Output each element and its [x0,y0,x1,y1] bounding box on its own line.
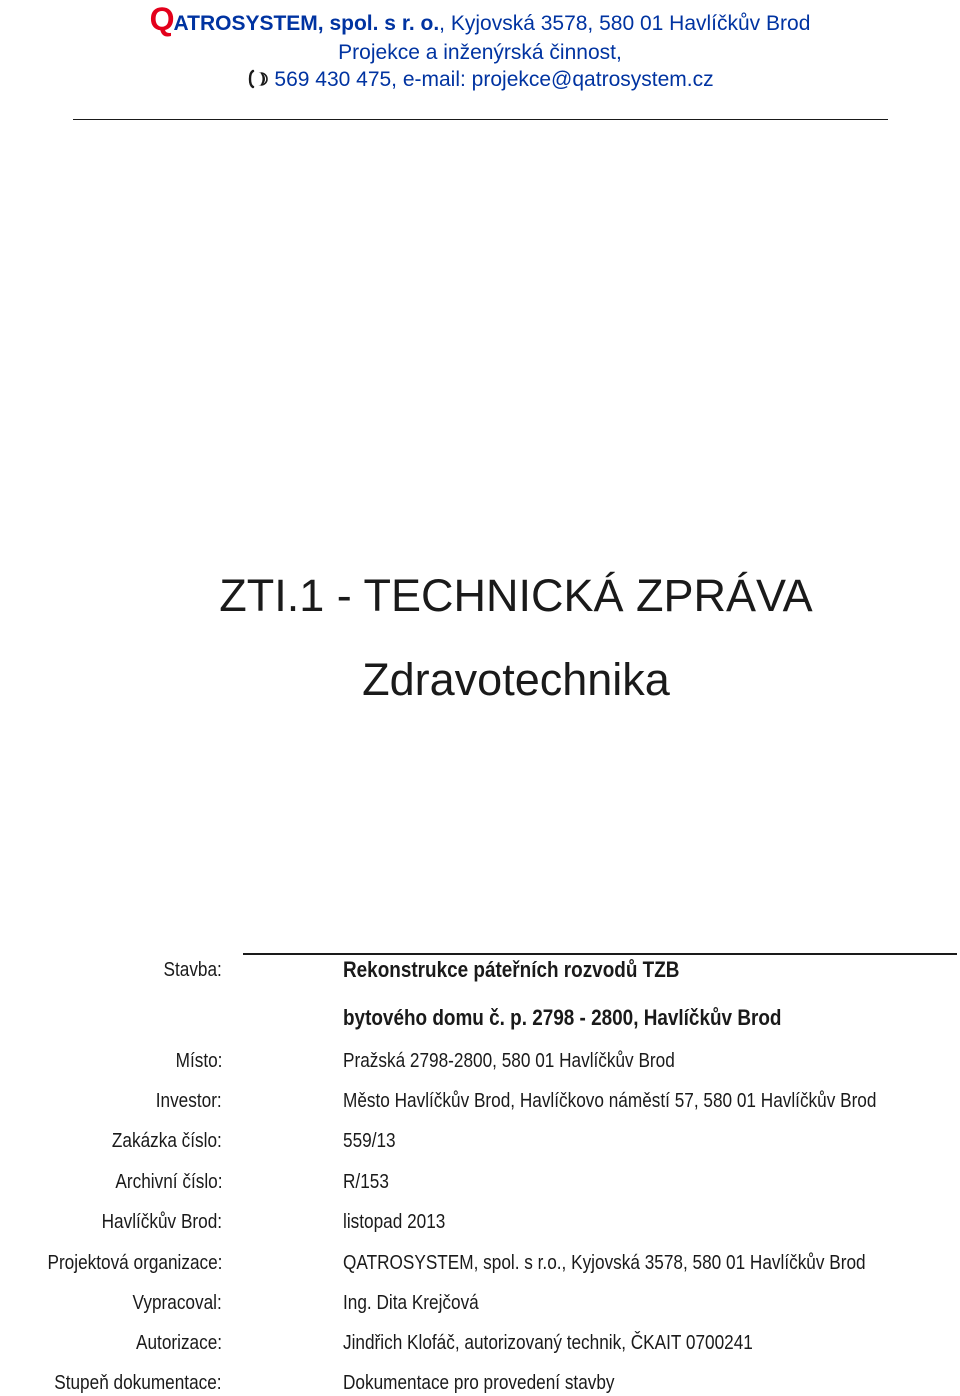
investor-value: Město Havlíčkův Brod, Havlíčkovo náměstí 57, 580 01 Havlíčkův Brod [343,1090,877,1112]
company-activity: Projekce a inženýrská činnost, [338,41,622,64]
autorizace-value: Jindřich Klofáč, autorizovaný technik, ČKAIT 0700241 [343,1332,753,1354]
company-name: ATROSYSTEM, spol. s r. o. [173,12,440,35]
zakazka-value: 559/13 [343,1130,396,1152]
company-address: , Kyjovská 3578, 580 01 Havlíčkův Brod [439,12,811,35]
organizace-value: QATROSYSTEM, spol. s r.o., Kyjovská 3578, 580 01 Havlíčkův Brod [343,1252,866,1274]
company-contact-line [0,67,960,93]
investor-label: Investor: [156,1090,222,1112]
company-header [0,2,960,41]
vypracoval-label: Vypracoval: [132,1292,222,1314]
stupen-label: Stupeň dokumentace: [54,1372,222,1394]
header-divider [73,119,888,120]
datum-value: listopad 2013 [343,1211,446,1233]
vypracoval-value: Ing. Dita Krejčová [343,1292,479,1314]
archivni-label: Archivní číslo: [114,1171,222,1193]
organizace-label: Projektová organizace: [47,1252,222,1274]
company-contact: 569 430 475, e-mail: projekce@qatrosystem.cz [274,68,714,91]
zakazka-label: Zakázka číslo: [112,1130,222,1152]
logo-letter: Q [149,1,174,37]
stavba-value-line2: bytového domu č. p. 2798 - 2800, Havlíčkův Brod [343,1005,782,1030]
document-subtitle: Zdravotechnika [362,654,670,705]
datum-label: Havlíčkův Brod: [101,1211,222,1233]
misto-label: Místo: [175,1050,222,1072]
phone-icon [246,69,268,89]
document-title: ZTI.1 - TECHNICKÁ ZPRÁVA [219,570,813,621]
stavba-value-line1: Rekonstrukce páteřních rozvodů TZB [343,957,680,982]
archivni-value: R/153 [343,1171,389,1193]
stavba-label: Stavba: [163,959,222,981]
misto-value: Pražská 2798-2800, 580 01 Havlíčkův Brod [343,1050,675,1072]
stupen-value: Dokumentace pro provedení stavby [343,1372,615,1394]
autorizace-label: Autorizace: [135,1332,222,1354]
